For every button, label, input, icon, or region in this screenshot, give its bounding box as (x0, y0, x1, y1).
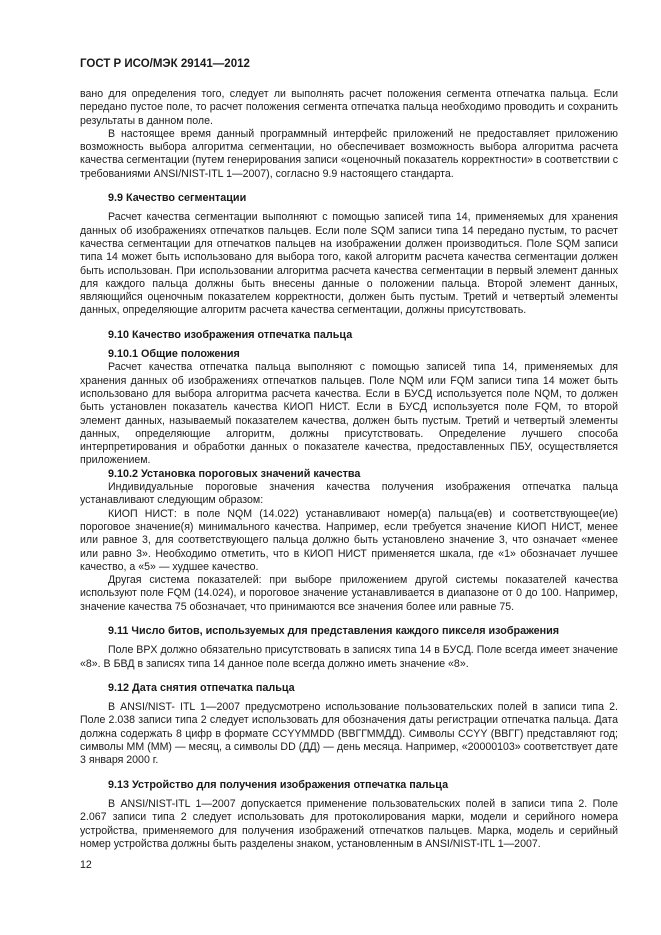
page-number: 12 (80, 859, 92, 871)
subsection-heading-9-10-1: 9.10.1 Общие положения (108, 348, 240, 361)
document-body (80, 88, 618, 851)
paragraph-fingerprint-quality: Расчет качества отпечатка пальца выполняют с помощью записей типа 14, применяемых для хранения данных об изображениях отпечатков пальцев. Поле NQM или FQM записи типа 14 может быть использовано для выбора алгоритма расчета качества. Если в БУСД используется поле NQM, то должен быть установлен показатель качества КИОП НИСТ. Если в БУСД используется поле FQM, то второй элемент данных, называемый показателем качества, должен быть пустым. Третий и четвертый элементы данных, определяющие алгоритм, должны присутствовать. Определение лучшего способа интерпретирования и обработки данных о показателе качества, предоставленных ПБУ, осуществляется приложением. (80, 361, 618, 467)
section-heading-9-12: 9.12 Дата снятия отпечатка пальца (108, 681, 295, 694)
paragraph-continuation: вано для определения того, следует ли выполнять расчет положения сегмента отпечатка пальца. Если передано пустое поле, то расчет положения сегмента отпечатка пальца необходимо проводить и сохранить результаты в данном поле. (80, 88, 618, 127)
paragraph-capture-date: В ANSI/NIST- ITL 1—2007 предусмотрено использование пользовательских полей в записи типа 2. Поле 2.038 записи типа 2 следует использовать для обозначения даты регистрации отпечатка пальца. Дата должна содержать 8 цифр в формате CCYYMMDD (ВВГГММДД). Символы CCYY (ВВГГ) представляют год; символы MM (ММ) — месяц, а символы DD (ДД) — день месяца. Например, «20000103» соответствует дате 3 января 2000 г. (80, 701, 618, 767)
paragraph-thresholds-intro: Индивидуальные пороговые значения качества получения изображения отпечатка пальца устанавливают следующим образом: (80, 481, 618, 507)
paragraph-capture-device: В ANSI/NIST-ITL 1—2007 допускается применение пользовательских полей в записи типа 2. Поле 2.067 записи типа 2 следует использовать для протоколирования марки, модели и серийного номера устройства, применяемого для получения изображений отпечатков пальцев. Марка, модель и серийный номер устройства должны быть разделены знаком, установленным в ANSI/NIST-ITL 1—2007. (80, 797, 618, 850)
section-heading-9-11: 9.11 Число битов, используемых для представления каждого пикселя изображения (108, 624, 560, 637)
paragraph-segmentation-quality: Расчет качества сегментации выполняют с помощью записей типа 14, применяемых для хранения данных об изображениях отпечатков пальцев. Если поле SQM записи типа 14 передано пустым, то расчет качества сегментации для отпечатков пальцев на изображении должен производиться. Поле SQM записи типа 14 может быть использовано для выбора того, какой алгоритм расчета качества сегментации должен быть использован. При использовании алгоритма расчета качества сегментации в первый элемент данных для каждого пальца должны быть внесены данные о положении пальца. Второй элемент данных, являющийся оценочным показателем корректности, должен быть пустым. Третий и четвертый элементы данных, определяющие алгоритм расчета качества сегментации, должны присутствовать. (80, 211, 618, 317)
section-heading-9-9: 9.9 Качество сегментации (108, 192, 247, 205)
paragraph-api-note: В настоящее время данный программный интерфейс приложений не предоставляет приложению возможность выбора алгоритма сегментации, но обеспечивает возможность выбора алгоритма расчета качества сегментации (путем генерирования записи «оценочный показатель корректности» в соответствии с требованиями ANSI/NIST-ITL 1—2007), согласно 9.9 настоящего стандарта. (80, 127, 618, 180)
document-header: ГОСТ Р ИСО/МЭК 29141—2012 (80, 58, 250, 70)
section-heading-9-13: 9.13 Устройство для получения изображения отпечатка пальца (108, 778, 449, 791)
subsection-heading-9-10-2: 9.10.2 Установка пороговых значений качества (108, 467, 361, 480)
paragraph-bpx: Поле BPX должно обязательно присутствовать в записях типа 14 в БУСД. Поле всегда имеет значение «8». В БВД в записях типа 14 данное поле всегда должно иметь значение «8». (80, 644, 618, 670)
section-heading-9-10: 9.10 Качество изображения отпечатка пальца (108, 328, 353, 341)
paragraph-nfiq-thresholds: КИОП НИСТ: в поле NQM (14.022) устанавливают номер(а) пальца(ев) и соответствующее(ие) пороговое значение(я) минимального качества. Например, если требуется значение КИОП НИСТ, менее или равное 3, для соответствующего пальца должно быть установлено значение 3, что означает «менее или равно 3». Необходимо отметить, что в КИОП НИСТ применяется шкала, где «1» обозначает лучшее качество, а «5» — худшее качество. (80, 507, 618, 573)
paragraph-other-metrics: Другая система показателей: при выборе приложением другой системы показателей качества используют поле FQM (14.024), и пороговое значение устанавливается в диапазоне от 0 до 100. Например, значение качества 75 обозначает, что принимаются все значения более или равные 75. (80, 574, 618, 613)
